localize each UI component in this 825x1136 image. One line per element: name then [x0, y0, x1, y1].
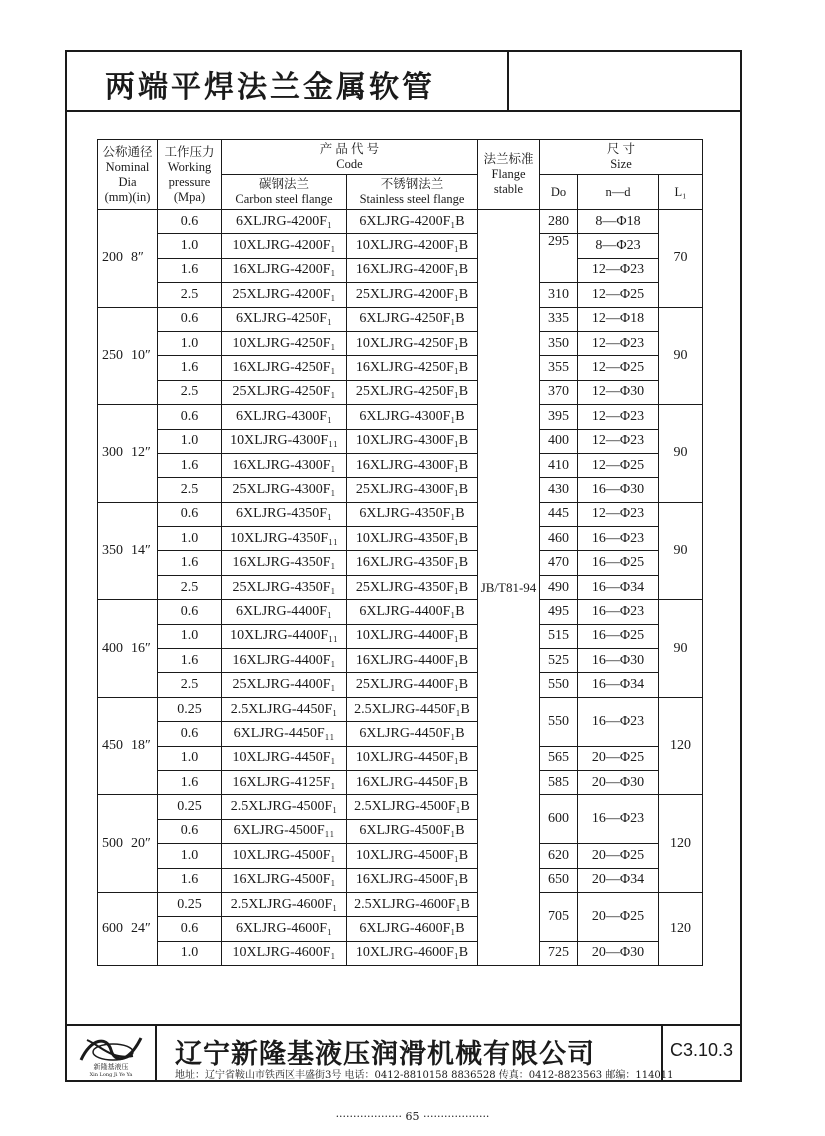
do-cell: 410	[540, 453, 578, 477]
nd-cell: 16—Φ34	[578, 673, 659, 697]
l1-cell: 120	[659, 795, 703, 893]
flange-standard-cell: JB/T81-94	[478, 210, 540, 966]
nd-cell: 16—Φ23	[578, 527, 659, 551]
pressure-cell: 1.0	[158, 429, 222, 453]
carbon-code-cell: 16XLJRG-4500F₁	[222, 868, 347, 892]
table-row	[98, 868, 703, 892]
nd-cell: 12—Φ23	[578, 405, 659, 429]
catalog-code-box	[661, 1026, 740, 1082]
table-row	[98, 941, 703, 965]
carbon-code-cell: 2.5XLJRG-4600F₁	[222, 892, 347, 916]
stainless-code-cell: 6XLJRG-4200F₁B	[347, 210, 478, 234]
nd-cell: 12—Φ25	[578, 453, 659, 477]
stainless-code-cell: 25XLJRG-4300F₁B	[347, 478, 478, 502]
l1-cell: 90	[659, 600, 703, 698]
do-cell: 515	[540, 624, 578, 648]
do-cell: 525	[540, 649, 578, 673]
pressure-cell: 2.5	[158, 283, 222, 307]
header-nd: n—d	[578, 175, 659, 210]
nd-cell: 12—Φ23	[578, 258, 659, 282]
nominal-dia-cell: 350 14″	[98, 502, 158, 600]
do-cell: 600	[540, 795, 578, 844]
stainless-code-cell: 10XLJRG-4500F₁B	[347, 844, 478, 868]
nd-cell: 12—Φ23	[578, 429, 659, 453]
table-row	[98, 575, 703, 599]
table-row	[98, 258, 703, 282]
header-do: Do	[540, 175, 578, 210]
nominal-dia-cell: 500 20″	[98, 795, 158, 893]
table-row	[98, 234, 703, 258]
company-name: 辽宁新隆基液压润滑机械有限公司	[175, 1039, 595, 1070]
do-cell: 335	[540, 307, 578, 331]
pressure-cell: 2.5	[158, 673, 222, 697]
nd-cell: 16—Φ34	[578, 575, 659, 599]
header-size: 尺 寸 Size	[540, 140, 703, 175]
pressure-cell: 0.25	[158, 892, 222, 916]
pressure-cell: 0.6	[158, 600, 222, 624]
nominal-dia-cell: 300 12″	[98, 405, 158, 503]
nd-cell: 20—Φ30	[578, 941, 659, 965]
do-cell: 460	[540, 527, 578, 551]
table-row	[98, 331, 703, 355]
nominal-dia-cell: 450 18″	[98, 697, 158, 795]
l1-cell: 70	[659, 210, 703, 308]
pressure-cell: 0.6	[158, 819, 222, 843]
carbon-code-cell: 10XLJRG-4350F₁₁	[222, 527, 347, 551]
table-row	[98, 307, 703, 331]
nd-cell: 16—Φ30	[578, 478, 659, 502]
carbon-code-cell: 6XLJRG-4350F₁	[222, 502, 347, 526]
table-row	[98, 380, 703, 404]
stainless-code-cell: 10XLJRG-4400F₁B	[347, 624, 478, 648]
stainless-code-cell: 16XLJRG-4250F₁B	[347, 356, 478, 380]
nominal-dia-cell: 600 24″	[98, 892, 158, 965]
pressure-cell: 0.6	[158, 722, 222, 746]
logo-caption: 新隆基液压 Xin Long Ji Ye Ya	[89, 1063, 133, 1078]
pressure-cell: 2.5	[158, 478, 222, 502]
carbon-code-cell: 25XLJRG-4400F₁	[222, 673, 347, 697]
stainless-code-cell: 6XLJRG-4450F₁B	[347, 722, 478, 746]
stainless-code-cell: 25XLJRG-4250F₁B	[347, 380, 478, 404]
pressure-cell: 1.0	[158, 624, 222, 648]
pressure-cell: 0.25	[158, 795, 222, 819]
do-cell: 550	[540, 673, 578, 697]
carbon-code-cell: 2.5XLJRG-4450F₁	[222, 697, 347, 721]
pressure-cell: 1.6	[158, 258, 222, 282]
pressure-cell: 1.6	[158, 770, 222, 794]
carbon-code-cell: 16XLJRG-4200F₁	[222, 258, 347, 282]
carbon-code-cell: 10XLJRG-4300F₁₁	[222, 429, 347, 453]
pressure-cell: 1.6	[158, 868, 222, 892]
stainless-code-cell: 6XLJRG-4400F₁B	[347, 600, 478, 624]
stainless-code-cell: 2.5XLJRG-4600F₁B	[347, 892, 478, 916]
stainless-code-cell: 16XLJRG-4400F₁B	[347, 649, 478, 673]
table-row	[98, 892, 703, 916]
nominal-dia-cell: 400 16″	[98, 600, 158, 698]
table-row	[98, 356, 703, 380]
carbon-code-cell: 10XLJRG-4600F₁	[222, 941, 347, 965]
stainless-code-cell: 10XLJRG-4600F₁B	[347, 941, 478, 965]
do-cell: 565	[540, 746, 578, 770]
nd-cell: 20—Φ30	[578, 770, 659, 794]
page-number: ··················· 65 ···················	[335, 1110, 490, 1123]
pressure-cell: 0.6	[158, 210, 222, 234]
table-row	[98, 502, 703, 526]
pressure-cell: 1.6	[158, 551, 222, 575]
l1-cell: 90	[659, 307, 703, 405]
title-divider	[507, 52, 509, 110]
l1-cell: 120	[659, 892, 703, 965]
stainless-code-cell: 16XLJRG-4350F₁B	[347, 551, 478, 575]
stainless-code-cell: 16XLJRG-4500F₁B	[347, 868, 478, 892]
nd-cell: 12—Φ30	[578, 380, 659, 404]
l1-cell: 120	[659, 697, 703, 795]
nd-cell: 12—Φ25	[578, 356, 659, 380]
do-cell: 430	[540, 478, 578, 502]
table-row	[98, 405, 703, 429]
header-stainless-steel: 不锈钢法兰 Stainless steel flange	[347, 175, 478, 210]
pressure-cell: 2.5	[158, 575, 222, 599]
pressure-cell: 1.0	[158, 746, 222, 770]
do-cell: 620	[540, 844, 578, 868]
pressure-cell: 0.6	[158, 307, 222, 331]
stainless-code-cell: 6XLJRG-4350F₁B	[347, 502, 478, 526]
table-row	[98, 624, 703, 648]
table-row	[98, 478, 703, 502]
carbon-code-cell: 6XLJRG-4600F₁	[222, 917, 347, 941]
nd-cell: 20—Φ25	[578, 746, 659, 770]
do-cell: 295	[540, 234, 578, 283]
table-row	[98, 551, 703, 575]
table-row	[98, 795, 703, 819]
do-cell: 550	[540, 697, 578, 746]
stainless-code-cell: 25XLJRG-4400F₁B	[347, 673, 478, 697]
pressure-cell: 0.25	[158, 697, 222, 721]
stainless-code-cell: 25XLJRG-4200F₁B	[347, 283, 478, 307]
do-cell: 395	[540, 405, 578, 429]
do-cell: 490	[540, 575, 578, 599]
table-row	[98, 770, 703, 794]
pressure-cell: 1.6	[158, 356, 222, 380]
page-frame	[65, 50, 742, 1082]
do-cell: 445	[540, 502, 578, 526]
nd-cell: 16—Φ23	[578, 600, 659, 624]
carbon-code-cell: 16XLJRG-4350F₁	[222, 551, 347, 575]
nominal-dia-cell: 200 8″	[98, 210, 158, 308]
carbon-code-cell: 25XLJRG-4300F₁	[222, 478, 347, 502]
do-cell: 495	[540, 600, 578, 624]
table-row	[98, 600, 703, 624]
stainless-code-cell: 6XLJRG-4600F₁B	[347, 917, 478, 941]
carbon-code-cell: 25XLJRG-4250F₁	[222, 380, 347, 404]
nd-cell: 12—Φ23	[578, 502, 659, 526]
table-row	[98, 697, 703, 721]
stainless-code-cell: 2.5XLJRG-4500F₁B	[347, 795, 478, 819]
pressure-cell: 1.0	[158, 844, 222, 868]
stainless-code-cell: 2.5XLJRG-4450F₁B	[347, 697, 478, 721]
header-code: 产 品 代 号 Code	[222, 140, 478, 175]
table-row	[98, 649, 703, 673]
header-carbon-steel: 碳钢法兰 Carbon steel flange	[222, 175, 347, 210]
company-logo	[67, 1026, 157, 1082]
stainless-code-cell: 10XLJRG-4450F₁B	[347, 746, 478, 770]
stainless-code-cell: 10XLJRG-4250F₁B	[347, 331, 478, 355]
carbon-code-cell: 6XLJRG-4400F₁	[222, 600, 347, 624]
nd-cell: 16—Φ25	[578, 624, 659, 648]
carbon-code-cell: 2.5XLJRG-4500F₁	[222, 795, 347, 819]
do-cell: 585	[540, 770, 578, 794]
do-cell: 400	[540, 429, 578, 453]
table-row	[98, 429, 703, 453]
nd-cell: 16—Φ23	[578, 697, 659, 746]
nd-cell: 12—Φ23	[578, 331, 659, 355]
carbon-code-cell: 16XLJRG-4300F₁	[222, 453, 347, 477]
header-working-pressure: 工作压力 Working pressure (Mpa)	[158, 140, 222, 210]
do-cell: 725	[540, 941, 578, 965]
stainless-code-cell: 10XLJRG-4200F₁B	[347, 234, 478, 258]
catalog-code: C3.10.3	[669, 1040, 734, 1060]
stainless-code-cell: 10XLJRG-4300F₁B	[347, 429, 478, 453]
nd-cell: 8—Φ18	[578, 210, 659, 234]
table-row	[98, 746, 703, 770]
pressure-cell: 1.0	[158, 331, 222, 355]
table-row	[98, 673, 703, 697]
pressure-cell: 2.5	[158, 380, 222, 404]
carbon-code-cell: 10XLJRG-4450F₁	[222, 746, 347, 770]
company-address: 地址：辽宁省鞍山市铁西区丰盛街3号 电话：0412-8810158 8836528 传真：0412-8823563 邮编：114011	[175, 1070, 674, 1081]
pressure-cell: 0.6	[158, 502, 222, 526]
nd-cell: 12—Φ18	[578, 307, 659, 331]
table-row	[98, 453, 703, 477]
footer	[67, 1024, 740, 1082]
spec-table	[97, 139, 703, 966]
carbon-code-cell: 16XLJRG-4250F₁	[222, 356, 347, 380]
table-row	[98, 844, 703, 868]
table-row	[98, 210, 703, 234]
stainless-code-cell: 16XLJRG-4450F₁B	[347, 770, 478, 794]
nd-cell: 16—Φ23	[578, 795, 659, 844]
table-row	[98, 283, 703, 307]
nd-cell: 20—Φ25	[578, 844, 659, 868]
pressure-cell: 1.0	[158, 941, 222, 965]
pressure-cell: 1.0	[158, 527, 222, 551]
page-title: 两端平焊法兰金属软管	[105, 70, 435, 105]
l1-cell: 90	[659, 405, 703, 503]
stainless-code-cell: 10XLJRG-4350F₁B	[347, 527, 478, 551]
nd-cell: 12—Φ25	[578, 283, 659, 307]
carbon-code-cell: 6XLJRG-4500F₁₁	[222, 819, 347, 843]
pressure-cell: 1.6	[158, 649, 222, 673]
stainless-code-cell: 16XLJRG-4300F₁B	[347, 453, 478, 477]
pressure-cell: 1.6	[158, 453, 222, 477]
header-l1: L₁	[659, 175, 703, 210]
nd-cell: 16—Φ30	[578, 649, 659, 673]
do-cell: 310	[540, 283, 578, 307]
carbon-code-cell: 6XLJRG-4250F₁	[222, 307, 347, 331]
carbon-code-cell: 10XLJRG-4400F₁₁	[222, 624, 347, 648]
carbon-code-cell: 6XLJRG-4300F₁	[222, 405, 347, 429]
title-bar	[67, 52, 740, 112]
nd-cell: 20—Φ34	[578, 868, 659, 892]
nominal-dia-cell: 250 10″	[98, 307, 158, 405]
pressure-cell: 1.0	[158, 234, 222, 258]
do-cell: 350	[540, 331, 578, 355]
stainless-code-cell: 16XLJRG-4200F₁B	[347, 258, 478, 282]
header-nominal-dia: 公称通径 Nominal Dia (mm)(in)	[98, 140, 158, 210]
pressure-cell: 0.6	[158, 405, 222, 429]
stainless-code-cell: 6XLJRG-4500F₁B	[347, 819, 478, 843]
do-cell: 355	[540, 356, 578, 380]
carbon-code-cell: 6XLJRG-4450F₁₁	[222, 722, 347, 746]
nd-cell: 8—Φ23	[578, 234, 659, 258]
stainless-code-cell: 6XLJRG-4300F₁B	[347, 405, 478, 429]
stainless-code-cell: 6XLJRG-4250F₁B	[347, 307, 478, 331]
nd-cell: 20—Φ25	[578, 892, 659, 941]
carbon-code-cell: 25XLJRG-4350F₁	[222, 575, 347, 599]
do-cell: 280	[540, 210, 578, 234]
nd-cell: 16—Φ25	[578, 551, 659, 575]
carbon-code-cell: 6XLJRG-4200F₁	[222, 210, 347, 234]
header-flange-standard: 法兰标准 Flange stable	[478, 140, 540, 210]
do-cell: 650	[540, 868, 578, 892]
pressure-cell: 0.6	[158, 917, 222, 941]
carbon-code-cell: 25XLJRG-4200F₁	[222, 283, 347, 307]
table-row	[98, 527, 703, 551]
carbon-code-cell: 10XLJRG-4250F₁	[222, 331, 347, 355]
do-cell: 705	[540, 892, 578, 941]
l1-cell: 90	[659, 502, 703, 600]
stainless-code-cell: 25XLJRG-4350F₁B	[347, 575, 478, 599]
do-cell: 370	[540, 380, 578, 404]
do-cell: 470	[540, 551, 578, 575]
carbon-code-cell: 16XLJRG-4125F₁	[222, 770, 347, 794]
carbon-code-cell: 16XLJRG-4400F₁	[222, 649, 347, 673]
carbon-code-cell: 10XLJRG-4200F₁	[222, 234, 347, 258]
carbon-code-cell: 10XLJRG-4500F₁	[222, 844, 347, 868]
